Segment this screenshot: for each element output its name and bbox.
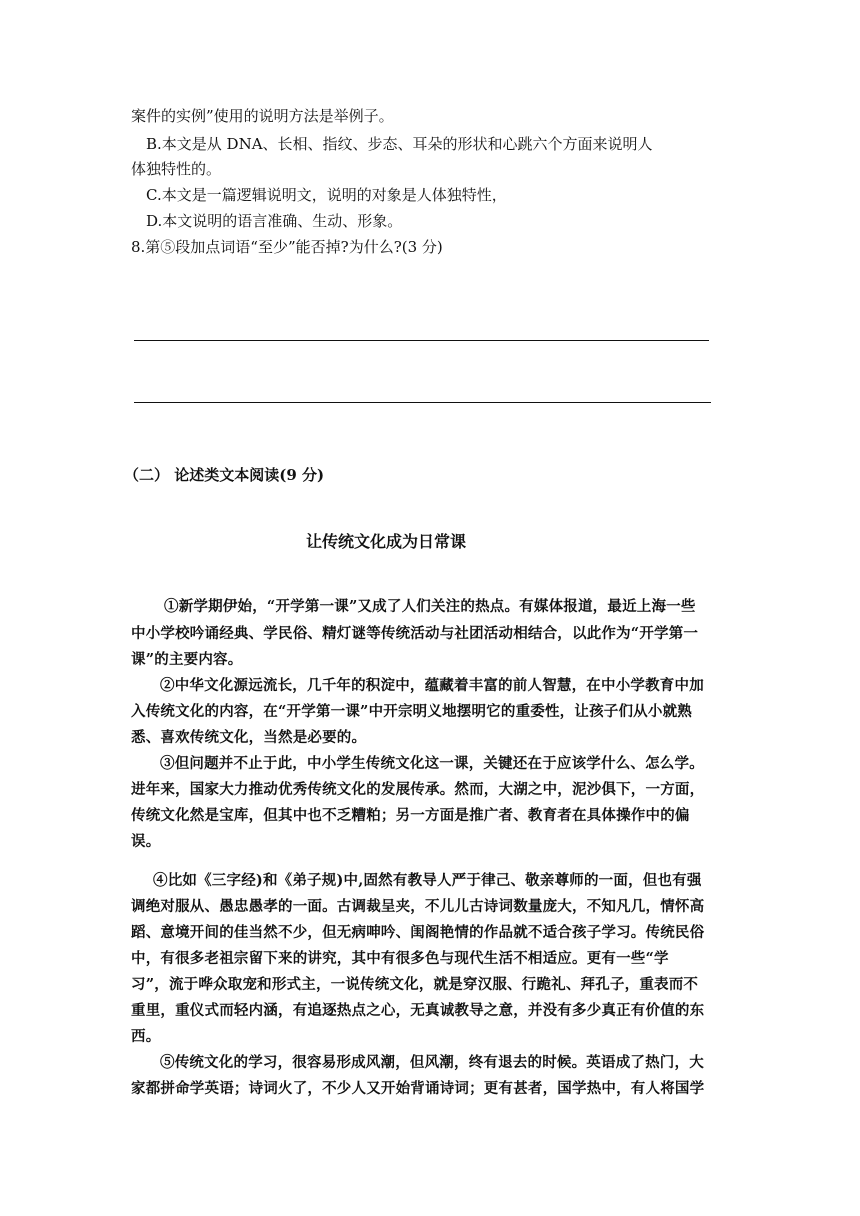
paragraph-2-line-1: ②中华文化源远流长，几千年的积淀中，蕴藏着丰富的前人智慧，在中小学教育中加 <box>160 677 704 694</box>
q7-option-a-tail: 案件的实例”使用的说明方法是举例子。 <box>131 107 394 125</box>
paragraph-4-line-7: 西。 <box>131 1028 161 1045</box>
q7-option-b-line2: 体独特性的。 <box>131 160 222 178</box>
answer-line-2 <box>134 402 711 403</box>
paragraph-3-line-4: 误。 <box>131 833 161 850</box>
q7-option-b-line1: B.本文是从 DNA、长相、指纹、步态、耳朵的形状和心跳六个方面来说明人 <box>146 135 653 153</box>
q7-option-d: D.本文说明的语言准确、生动、形象。 <box>146 212 403 230</box>
paragraph-4-line-2: 调绝对服从、愚忠愚孝的一面。古调裁呈夹，不儿儿古诗词数量庞大，不知凡几，情怀高 <box>131 898 705 915</box>
article-title: 让传统文化成为日常课 <box>306 532 467 551</box>
paragraph-3-line-2: 进年来，国家大力推动优秀传统文化的发展传承。然而，大湖之中，泥沙俱下，一方面， <box>131 781 705 798</box>
answer-line-1 <box>134 340 709 341</box>
paragraph-2-line-3: 悉、喜欢传统文化，当然是必要的。 <box>131 729 367 746</box>
paragraph-1-line-1: ①新学期伊始，“开学第一课”又成了人们关注的热点。有媒体报道，最近上海一些 <box>164 598 696 615</box>
paragraph-4-line-6: 重里，重仪式而轻内涵，有追逐热点之心，无真诚教导之意，并没有多少真正有价值的东 <box>131 1002 705 1019</box>
paragraph-1-line-2: 中小学校吟诵经典、学民俗、精灯谜等传统活动与社团活动相结合，以此作为“开学第一 <box>131 625 699 642</box>
q7-option-c: C.本文是一篇逻辑说明文，说明的对象是人体独特性， <box>146 186 507 204</box>
paragraph-4-line-5: 习”，流于哗众取宠和形式主，一说传统文化，就是穿汉服、行跪礼、拜孔子，重表而不 <box>131 976 699 993</box>
paragraph-3-line-3: 传统文化然是宝库，但其中也不乏糟粕；另一方面是推广者、教育者在具体操作中的偏 <box>131 807 690 824</box>
paragraph-3-line-1: ③但问题并不止于此，中小学生传统文化这一课，关键还在于应该学什么、怎么学。 <box>160 755 704 772</box>
paragraph-4-line-4: 中，有很多老祖宗留下来的讲究，其中有很多色与现代生活不相适应。更有一些“学 <box>131 950 669 967</box>
paragraph-4-line-1: ④比如《三字经)和《弟子规)中,固然有教导人严于律己、敬亲尊师的一面，但也有强 <box>153 872 702 889</box>
paragraph-5-line-2: 家都拼命学英语；诗词火了，不少人又开始背诵诗词；更有甚者，国学热中，有人将国学 <box>131 1080 705 1097</box>
section-heading: （二） 论述类文本阅读(9 分) <box>124 466 325 484</box>
paragraph-1-line-3: 课”的主要内容。 <box>131 651 243 668</box>
paragraph-5-line-1: ⑤传统文化的学习，很容易形成风潮，但风潮，终有退去的时候。英语成了热门，大 <box>160 1054 704 1071</box>
paragraph-2-line-2: 入传统文化的内容，在“开学第一课”中开宗明义地摆明它的重委性，让孩子们从小就熟 <box>131 703 692 720</box>
paragraph-4-line-3: 蹈、意境开间的佳当然不少，但无病呻吟、闺阁艳情的作品就不适合孩子学习。传统民俗 <box>131 924 705 941</box>
q8-question: 8.第⑤段加点词语“至少”能否掉?为什么?(3 分) <box>131 238 443 256</box>
